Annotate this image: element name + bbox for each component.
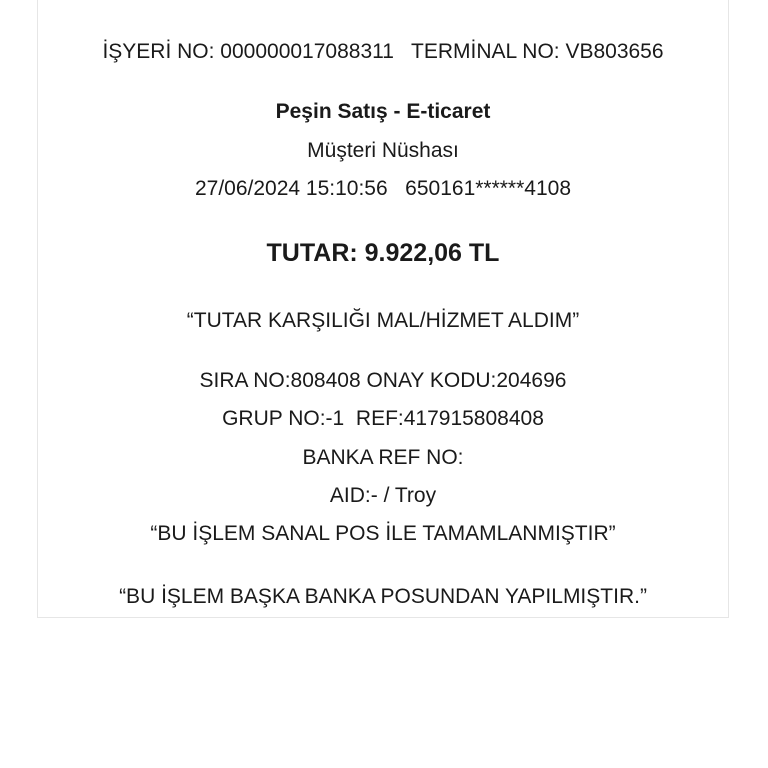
bank-ref-line: BANKA REF NO: xyxy=(302,446,464,469)
aid-line: AID:- / Troy xyxy=(329,484,437,507)
merchant-terminal-line: İŞYERİ NO: 000000017088311 TERMİNAL NO: VB803656 xyxy=(102,40,664,63)
amount-total: TUTAR: 9.922,06 TL xyxy=(266,239,500,267)
other-bank-note: “BU İŞLEM BAŞKA BANKA POSUNDAN YAPILMIŞTIR.” xyxy=(119,585,647,608)
sequence-approval-line: SIRA NO:808408 ONAY KODU:204696 xyxy=(199,369,567,392)
copy-label: Müşteri Nüshası xyxy=(307,139,459,162)
datetime-card-line: 27/06/2024 15:10:56 650161******4108 xyxy=(194,177,571,200)
cropped-top-text xyxy=(38,0,728,2)
group-ref-line: GRUP NO:-1 REF:417915808408 xyxy=(222,407,544,430)
receipt-card xyxy=(37,0,729,618)
virtual-pos-note: “BU İŞLEM SANAL POS İLE TAMAMLANMIŞTIR” xyxy=(150,522,616,545)
acknowledgement-note: “TUTAR KARŞILIĞI MAL/HİZMET ALDIM” xyxy=(186,309,580,332)
transaction-type: Peşin Satış - E-ticaret xyxy=(275,100,491,123)
